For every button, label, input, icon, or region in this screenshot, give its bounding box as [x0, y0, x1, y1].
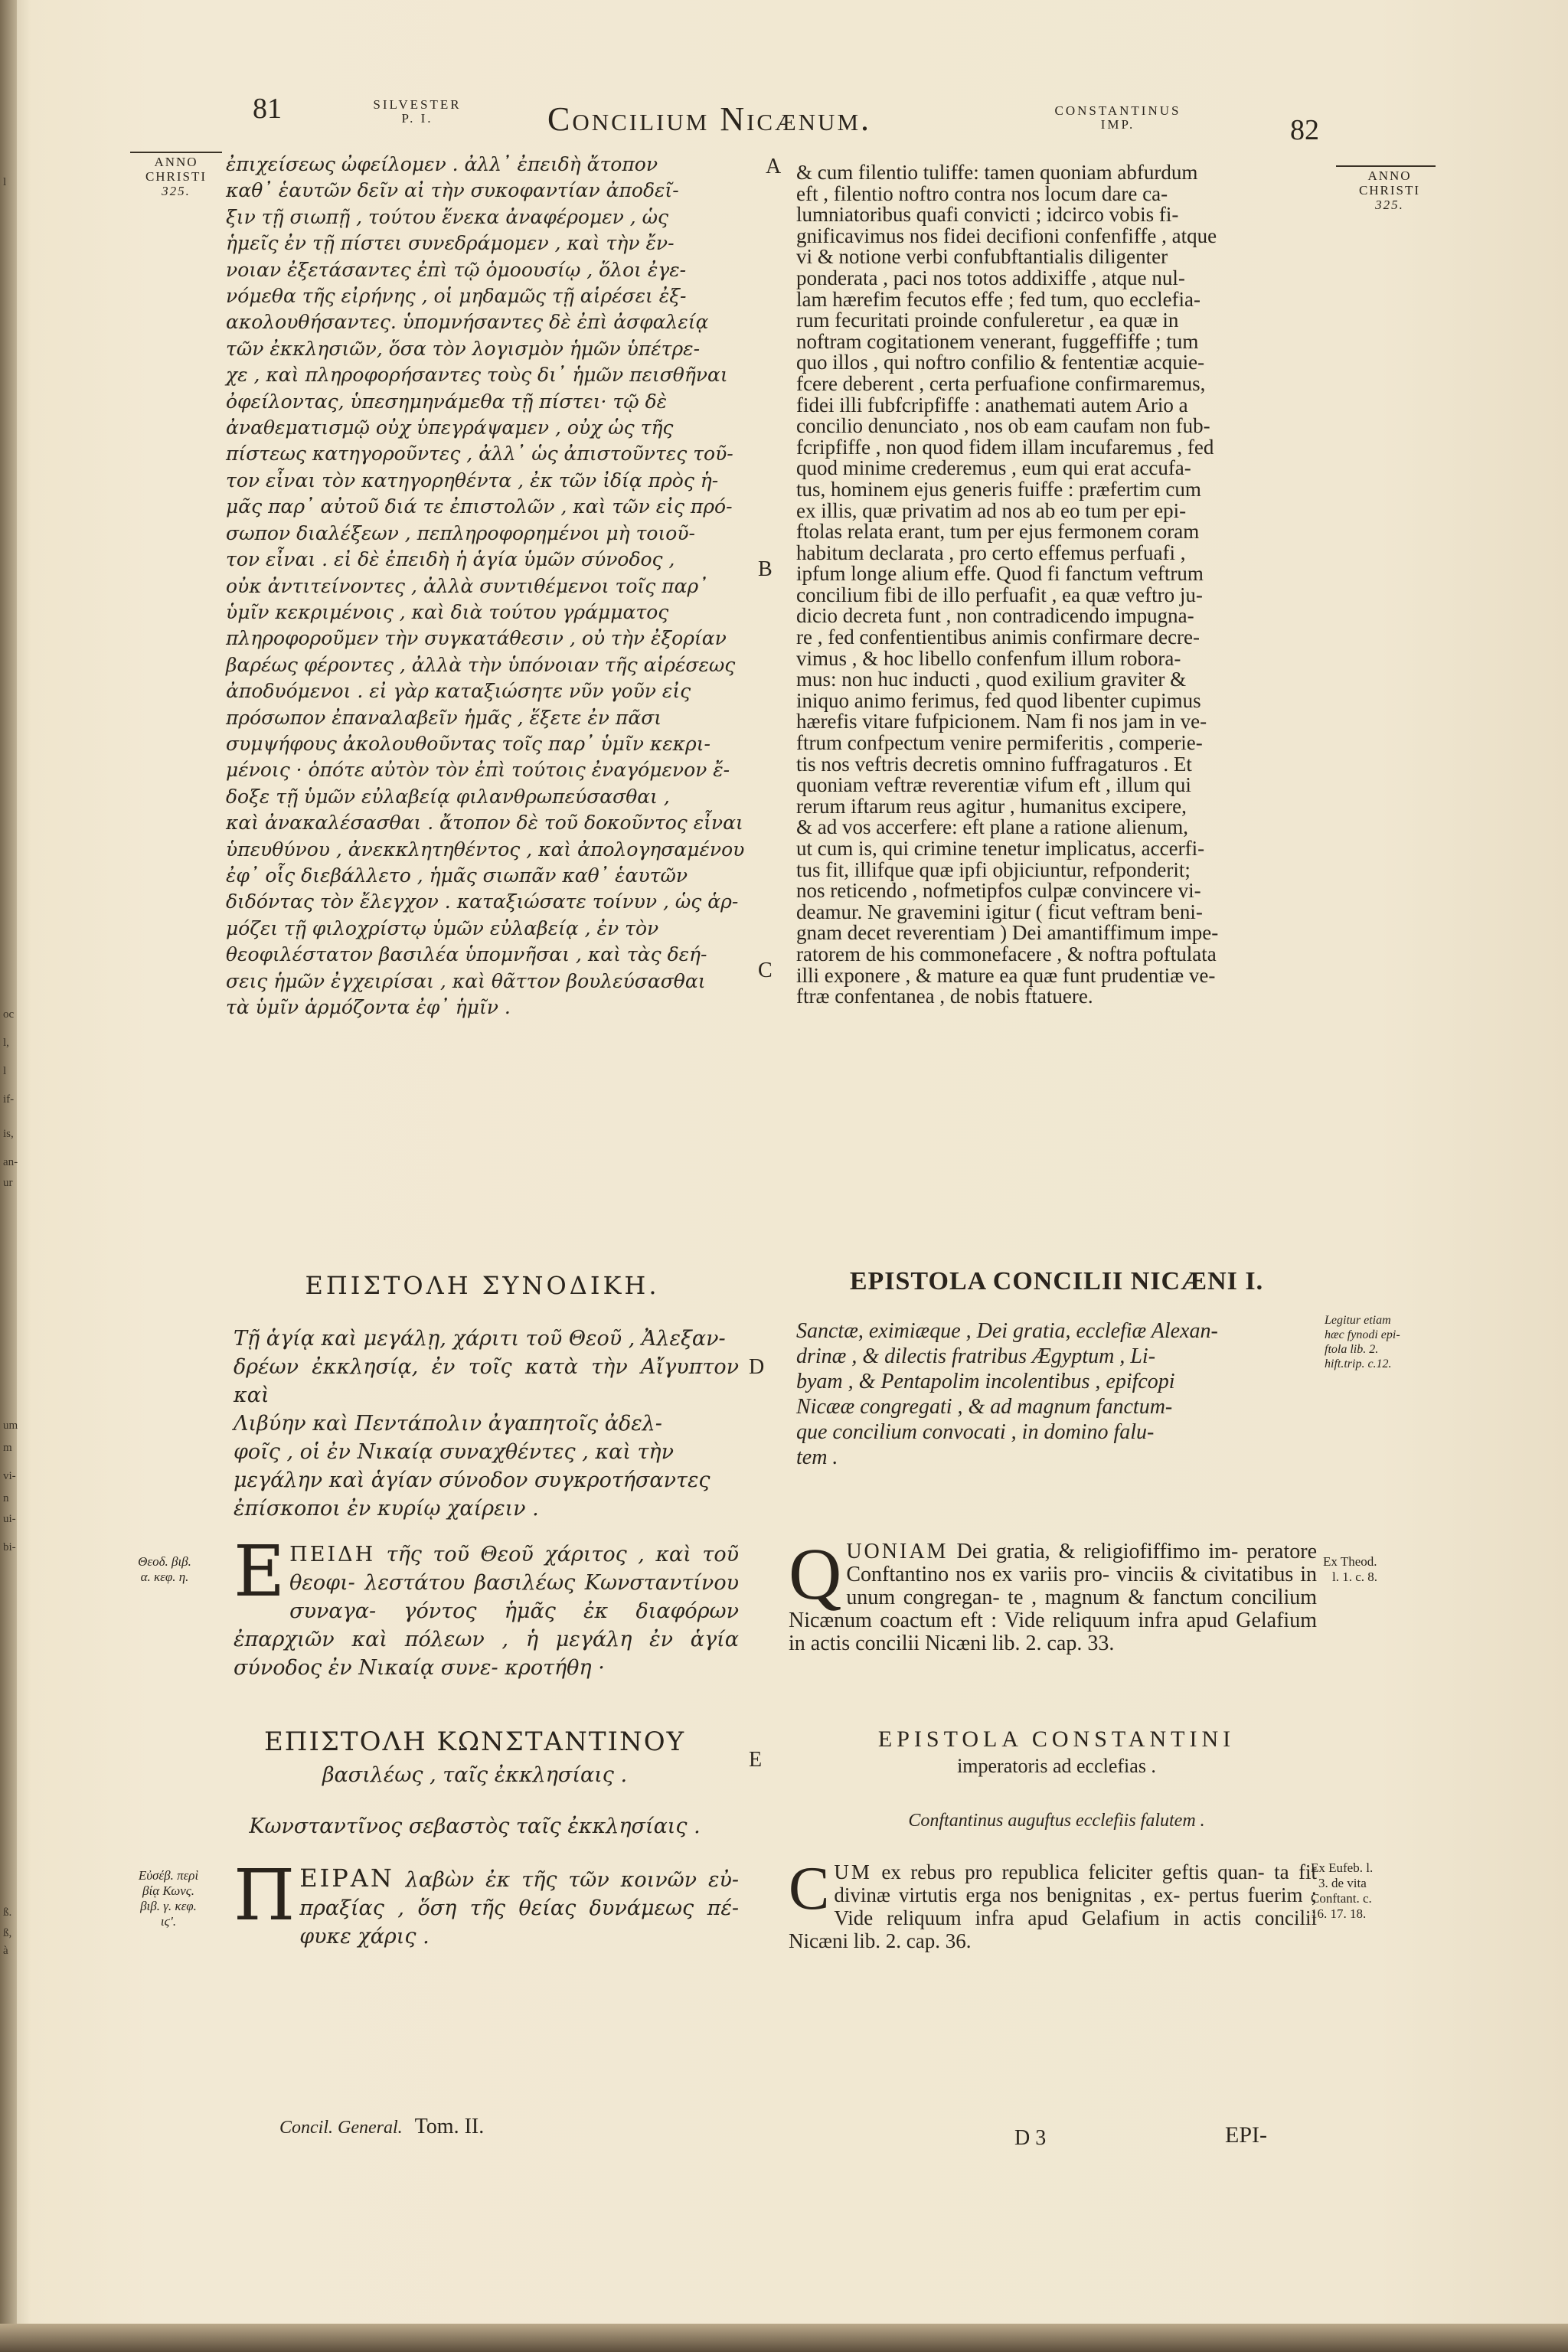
latin-line: concilio denunciato , nos ob eam caufam non fub-: [796, 414, 1210, 438]
sidenote-line: Ex Eufeb. l.: [1311, 1860, 1374, 1875]
fragment: à: [3, 1945, 8, 1957]
sidenote-line: Θεοδ. βιβ.: [138, 1554, 191, 1569]
greek-line: διδόντας τὸν ἔλεγχον . καταξιώσατε τοίνυν , ὡς ἁρ-: [226, 890, 739, 913]
fragment: ß.: [3, 1906, 12, 1919]
fragment: l,: [3, 1037, 9, 1049]
greek-line: δοξε τῇ ὑμῶν εὐλαβείᾳ φιλανθρωπεύσασθαι ,: [226, 785, 670, 808]
fragment: an-: [3, 1156, 18, 1168]
catchword: EPI-: [1225, 2122, 1267, 2148]
greek-line: πληροφοροῦμεν τὴν συγκατάθεσιν , οὐ τὴν ἐξορίαν: [226, 627, 727, 650]
latin-line: tus fit, illifque quæ ipfi objiciuntur, refponderit;: [796, 858, 1191, 881]
latin-line: ipfum longe alium effe. Quod fi fanctum veftrum: [796, 562, 1204, 586]
constantine-greek-salute: Κωνσταντῖνος σεβαστὸς ταῖς ἐκκλησίαις .: [249, 1815, 701, 1838]
folio-left: 81: [253, 93, 282, 125]
latin-line: gnam decet reverentiam ) Dei amantiffimum impe-: [796, 921, 1219, 945]
fragment: oc: [3, 1008, 15, 1021]
greek-line: σωπον διαλέξεων , πεπληροφορημένοι μὴ τοιοῦ-: [226, 521, 695, 544]
synodal-latin-heading: EPISTOLA CONCILII NICÆNI I.: [849, 1267, 1264, 1295]
footer-volume-roman: Tom. II.: [414, 2115, 485, 2138]
runhead-right-line: CONSTANTINUS: [1054, 103, 1181, 118]
latin-line: Dei gratia, & religiofiffimo im-: [956, 1540, 1239, 1563]
latin-line: ratorem de his commonefacere , & noftra poftulata: [796, 942, 1217, 965]
latin-line: ut cum is, qui crimine tenetur implicatus, accerfi-: [796, 837, 1205, 860]
fragment: ß,: [3, 1927, 12, 1939]
latin-line: concilium fibi de illo perfuafit , ea quæ veftro ju-: [796, 583, 1203, 606]
dropcap-q: Q: [789, 1533, 842, 1615]
latin-line: gnificavimus nos fidei decifioni confenfiffe , atque: [796, 224, 1217, 247]
latin-line: noftram cogitationem venerant, fuggeffiffe ; tum: [796, 329, 1199, 353]
left-edge-fragments: [3, 176, 26, 1958]
latin-line: ftræ confentanea , de nobis ftatuere.: [796, 985, 1093, 1008]
greek-line: Τῇ ἁγίᾳ καὶ μεγάλῃ, χάριτι τοῦ Θεοῦ , Ἀλεξαν-: [234, 1327, 726, 1351]
runhead-right: [1026, 104, 1210, 132]
latin-line: quoniam veftræ reverentiæ vifum eft , illum qui: [796, 773, 1191, 797]
greek-line: δρέων ἐκκλησίᾳ, ἐν τοῖς κατὰ τὴν Αἴγυπτον καὶ: [234, 1355, 739, 1407]
greek-line: ὑμῖν κεκριμένοις , καὶ διὰ τούτου γράμματος: [226, 600, 669, 623]
signature-mark: D 3: [1014, 2126, 1047, 2150]
latin-line: nos reticendo , nofmetipfos culpæ convincere vi-: [796, 879, 1201, 903]
fragment: l: [3, 176, 7, 188]
sidenote-line: ftola lib. 2.: [1325, 1343, 1379, 1356]
peiran-first-word: ΕΙΡΑΝ: [299, 1864, 394, 1893]
anno-line: CHRISTI: [1358, 183, 1421, 198]
greek-line: ἀναθεματισμῷ οὐχ ὑπεγράψαμεν , οὐχ ὡς τῆς: [226, 416, 674, 439]
greek-line: συμψήφους ἀκολουθοῦντας τοῖς παρ᾽ ὑμῖν κεκρι-: [226, 732, 711, 755]
constantine-latin-heading: EPISTOLA CONSTANTINI: [877, 1726, 1236, 1752]
sidenote-line: hæc fynodi epi-: [1325, 1328, 1400, 1341]
greek-line: ἐφ᾽ οἷς διεβάλλετο , ἡμᾶς σιωπᾶν καθ᾽ ἑαυτῶν: [226, 864, 688, 887]
fragment: bi-: [3, 1541, 16, 1553]
constantine-sidenote-right: [1311, 1860, 1418, 1922]
dropcap-pi: Π: [234, 1854, 296, 1936]
folio-right: 82: [1290, 114, 1319, 146]
margin-rule-left: [130, 152, 222, 153]
latin-line: Sanctæ, eximiæque , Dei gratia, ecclefiæ Alexan-: [796, 1319, 1218, 1343]
constantine-latin-sub: imperatoris ad ecclefias .: [957, 1755, 1156, 1777]
fragment: ur: [3, 1177, 13, 1189]
anno-line: ANNO: [1367, 168, 1412, 183]
greek-line: γόντος ἡμᾶς ἐκ διαφόρων ἐπαρχιῶν καὶ πόλεων ,: [234, 1599, 739, 1651]
anno-christi-left: [130, 155, 222, 198]
epeide-sidenote: [115, 1554, 214, 1585]
sidenote-line: βιβ. γ. κεφ.: [140, 1899, 197, 1913]
greek-line: τον εἶναι τὸν κατηγορηθέντα , ἐκ τῶν ἰδίᾳ πρὸς ἡ-: [226, 469, 719, 492]
sidenote-line: hift.trip. c.12.: [1325, 1357, 1392, 1370]
sidenote-line: l. 1. c. 8.: [1332, 1570, 1378, 1584]
anno-line: 325.: [1375, 198, 1404, 212]
greek-line: πίστεως κατηγοροῦντες , ἀλλ᾽ ὡς ἀπιστοῦντες τοῦ-: [226, 443, 733, 466]
cum-latin: [789, 1855, 1318, 1952]
latin-line: ex rebus pro republica feliciter geftis quan-: [881, 1860, 1265, 1883]
latin-line: rerum iftarum reus agitur , humanitus excipere,: [796, 794, 1187, 818]
latin-line: iniquo animo ferimus, fed quod libenter cupimus: [796, 688, 1201, 712]
latin-line: vimus , & hoc libello confenfum illum robora-: [796, 646, 1181, 670]
latin-line: re , fed confentientibus animis confirmare decre-: [796, 626, 1200, 649]
greek-line: οὐκ ἀντιτείνοντες , ἀλλὰ συντιθέμενοι τοῖς παρ᾽: [226, 574, 708, 597]
latin-line: ftrum confpectum venire permiferitis , comperie-: [796, 731, 1203, 755]
latin-line: tus, hominem ejus generis fuiffe : præfertim cum: [796, 477, 1201, 501]
section-letter-e: E: [749, 1748, 763, 1772]
greek-line: τὰ ὑμῖν ἁρμόζοντα ἐφ᾽ ἡμῖν .: [226, 996, 511, 1018]
latin-line: dicio decreta funt , non contradicendo impugna-: [796, 604, 1194, 628]
latin-line: & ad vos accerfere: eft plane a ratione alienum,: [796, 815, 1188, 839]
latin-line: ta fit divinæ virtutis erga nos benignitas , ex-: [834, 1860, 1318, 1906]
greek-line: πραξίας , ὅση τῆς θείας δυνάμεως πέ-: [299, 1896, 739, 1920]
latin-line: lumniatoribus quafi convicti ; idcirco vobis fi-: [796, 203, 1179, 227]
anno-christi-right: [1340, 168, 1439, 212]
constantine-greek-sub: βασιλέως , ταῖς ἐκκλησίαις .: [322, 1763, 628, 1787]
latin-line: eft , filentio noftro contra nos locum dare ca-: [796, 181, 1168, 205]
latin-line: fcripfiffe , non quod fidem illam incufaremus , fed: [796, 435, 1214, 459]
quoniam-latin: [789, 1533, 1318, 1655]
latin-line: pertus fuerim ; Vide reliquum infra apud Gelafium in: [834, 1883, 1317, 1929]
sidenote-line: βίᾳ Κωνς.: [142, 1883, 194, 1898]
fragment: m: [3, 1442, 12, 1454]
latin-line: te , magnum & fanctum concilium Nicænum: [789, 1586, 1317, 1632]
greek-line: λεστάτου βασιλέως Κωνσταντίνου συναγα-: [289, 1571, 739, 1623]
section-letter-a: A: [766, 155, 782, 178]
latin-line: peratore Conftantino nos ex variis pro-: [846, 1540, 1318, 1586]
sidenote-line: 3. de vita: [1318, 1876, 1367, 1890]
greek-line: θεοφιλέστατον βασιλέα ὑπομνῆσαι , καὶ τὰς δεή-: [226, 943, 707, 966]
runhead-left-line: SILVESTER: [373, 97, 462, 112]
epeide-greek: [234, 1530, 739, 1682]
cum-first-word: UM: [834, 1860, 872, 1883]
latin-line: quo illos , qui noftro confilio & fententiæ acquie-: [796, 351, 1205, 374]
greek-line: τῆς τοῦ Θεοῦ χάριτος , καὶ τοῦ θεοφι-: [289, 1543, 739, 1595]
latin-line: que concilium convocati , in domino falu-: [796, 1420, 1155, 1444]
fragment: is,: [3, 1128, 14, 1140]
greek-line: ἡμεῖς ἐν τῇ πίστει συνεδράμομεν , καὶ τὴν ἔν-: [226, 232, 675, 255]
quoniam-first-word: UONIAM: [846, 1540, 949, 1563]
section-letter-c: C: [758, 959, 773, 982]
fragment: n: [3, 1492, 9, 1504]
latin-line: vi & notione verbi confubftantialis diligenter: [796, 245, 1168, 269]
greek-line: Λιβύην καὶ Πεντάπολιν ἀγαπητοῖς ἀδελ-: [234, 1412, 662, 1436]
synodal-greek-heading: ΕΠΙΣΤΟΛΗ ΣΥΝΟΔΙΚΗ.: [305, 1271, 660, 1300]
greek-line: ἐπιχείσεως ὠφείλομεν . ἀλλ᾽ ἐπειδὴ ἄτοπον: [226, 153, 658, 175]
latin-line: coactum eft : Vide reliquum infra apud Gelafium: [880, 1609, 1317, 1632]
margin-rule-right: [1336, 165, 1436, 167]
greek-line: φυκε χάρις .: [299, 1925, 430, 1949]
synodal-latin-text: [796, 1318, 1309, 1470]
greek-line: μᾶς παρ᾽ αὐτοῦ διά τε ἐπιστολῶν , καὶ τῶν εἰς πρό-: [226, 495, 733, 518]
constantine-latin-salute: Conftantinus auguftus ecclefiis falutem .: [908, 1811, 1205, 1831]
latin-line: deamur. Ne gravemini igitur ( ficut veftram beni-: [796, 900, 1203, 923]
latin-line: ex illis, quæ privatim ad nos ab eo tum per epi-: [796, 498, 1187, 522]
greek-line: ἡ μεγάλη ἐν ἁγία σύνοδος ἐν Νικαίᾳ συνε-: [234, 1628, 739, 1680]
peiran-greek: [234, 1854, 739, 1951]
latin-line: Nicææ congregati , & ad magnum fanctum-: [796, 1395, 1173, 1419]
latin-line: ponderata , paci nos totos addixiffe , atque nul-: [796, 266, 1185, 289]
latin-column-text: [796, 162, 1332, 1008]
section-letter-d: D: [749, 1355, 765, 1379]
greek-line: τῶν ἐκκλησιῶν, ὅσα τὸν λογισμὸν ἡμῶν ὑπέτρε-: [226, 337, 701, 360]
greek-line: σεις ἡμῶν ἐγχειρίσαι , καὶ θᾶττον βουλεύσασθαι: [226, 969, 706, 992]
greek-line: καὶ ἀνακαλέσασθαι . ἄτοπον δὲ τοῦ δοκοῦντος εἶναι: [226, 812, 743, 835]
greek-column-text: [226, 152, 746, 1021]
greek-line: βαρέως φέροντες , ἀλλὰ τὴν ὑπόνοιαν τῆς αἱρέσεως: [226, 653, 736, 676]
latin-line: lam hærefim fecutos effe ; fed tum, quo ecclefia-: [796, 287, 1201, 311]
latin-line: illi exponere , & mature ea quæ funt prudentiæ ve-: [796, 963, 1216, 987]
latin-line: hærefis vitare fufpicionem. Nam fi nos jam in ve-: [796, 710, 1207, 733]
latin-line: drinæ , & dilectis fratribus Ægyptum , Li-: [796, 1344, 1156, 1368]
book-bottom-edge: [0, 2324, 1568, 2352]
greek-line: φοῖς , οἱ ἐν Νικαίᾳ συναχθέντες , καὶ τὴν: [234, 1440, 675, 1464]
section-letter-b: B: [758, 557, 773, 581]
footer-volume-italic: Concil. General.: [279, 2118, 403, 2138]
latin-line: tis nos veftris decretis omnino fuffragaturos . Et: [796, 752, 1192, 776]
sidenote-line: 16. 17. 18.: [1311, 1906, 1367, 1921]
greek-line: καθ᾽ ἑαυτῶν δεῖν αἰ τὴν συκοφαντίαν ἀποδεῖ-: [226, 179, 679, 202]
sidenote-line: Conftant. c.: [1311, 1891, 1372, 1906]
greek-line: μεγάλην καὶ ἁγίαν σύνοδον συγκροτήσαντες: [234, 1468, 710, 1492]
latin-line: habitum declarata , pro certo effemus perfuafi ,: [796, 541, 1186, 564]
sidenote-line: Ex Theod.: [1323, 1554, 1377, 1569]
constantine-sidenote-left: [115, 1868, 222, 1929]
running-title: Concilium Nicænum.: [547, 100, 872, 138]
greek-line: ξιν τῇ σιωπῇ , τούτου ἕνεκα ἀναφέρομεν , ὡς: [226, 205, 669, 228]
sidenote-line: ιϛ'.: [160, 1914, 177, 1929]
dropcap-epsilon: Ε: [234, 1530, 286, 1612]
greek-line: νοιαν ἐξετάσαντες ἐπὶ τῷ ὁμοουσίῳ , ὅλοι ἐγε-: [226, 258, 687, 281]
latin-line: & cum filentio tuliffe: tamen quoniam abfurdum: [796, 161, 1198, 184]
latin-line: mus: non huc inducti , quod exilium graviter &: [796, 668, 1187, 691]
latin-line: rum fecuritati proinde confuleretur , ea quæ in: [796, 309, 1179, 332]
runhead-right-line: IMP.: [1100, 117, 1135, 132]
latin-line: ftolas relata erant, tum per ejus fermonem coram: [796, 520, 1200, 544]
greek-line: χε , καὶ πληροφορήσαντες τοὺς δι᾽ ἡμῶν πεισθῆναι: [226, 364, 728, 387]
constantine-greek-heading: ΕΠΙΣΤΟΛΗ ΚΩΝΣΤΑΝΤΙΝΟΥ: [263, 1726, 686, 1757]
fragment: ui-: [3, 1513, 16, 1525]
quoniam-sidenote: [1323, 1554, 1415, 1585]
greek-line: κροτήθη ·: [505, 1656, 605, 1680]
fragment: vi-: [3, 1470, 16, 1482]
fragment: um: [3, 1419, 18, 1432]
fragment: l: [3, 1065, 7, 1077]
synodal-sidenote: [1325, 1313, 1424, 1371]
latin-line: byam , & Pentapolim incolentibus , epifcopi: [796, 1370, 1175, 1393]
sidenote-line: Εὐσέβ. περὶ: [138, 1868, 199, 1883]
latin-line: fcere deberent , certa perfuafione confirmaremus,: [796, 371, 1206, 395]
fragment: if-: [3, 1093, 15, 1106]
latin-line: fidei illi fubfcripfiffe : anathemati autem Ario a: [796, 393, 1188, 416]
latin-line: vinciis & civitatibus in unum congregan-: [846, 1563, 1317, 1609]
anno-line: 325.: [162, 184, 191, 198]
synodal-greek-text: [234, 1325, 739, 1523]
anno-line: CHRISTI: [145, 169, 207, 184]
footer-volume: [279, 2115, 484, 2139]
greek-line: ακολουθήσαντες. ὑπομνήσαντες δὲ ἐπὶ ἀσφαλείᾳ: [226, 311, 709, 334]
greek-line: ὑπευθύνου , ἀνεκκλητηθέντος , καὶ ἀπολογησαμένου: [226, 838, 745, 861]
runhead-left: [360, 98, 475, 126]
greek-line: μόζει τῇ φιλοχρίστῳ ὑμῶν εὐλαβείᾳ , ἐν τὸν: [226, 916, 659, 939]
latin-line: actis concilii Nicæni lib. 2. cap. 36.: [789, 1906, 1318, 1952]
epeide-first-word: ΠΕΙΔΗ: [289, 1543, 376, 1566]
greek-line: λαβὼν ἐκ τῆς τῶν κοινῶν εὐ-: [405, 1868, 739, 1892]
greek-line: ὀφείλοντας, ὑπεσημηνάμεθα τῇ πίστει· τῷ δὲ: [226, 390, 668, 413]
anno-line: ANNO: [154, 155, 198, 169]
latin-line: quod minime crederemus , eum qui erat accufa-: [796, 456, 1191, 480]
greek-line: ἀποδυόμενοι . εἰ γὰρ καταξιώσητε νῦν γοῦν εἰς: [226, 680, 691, 703]
sidenote-line: α. κεφ. η.: [140, 1570, 189, 1584]
greek-line: μένοις · ὁπότε αὐτὸν τὸν ἐπὶ τούτοις ἐναγόμενον ἔ-: [226, 759, 730, 782]
greek-line: νόμεθα τῆς εἰρήνης , οἱ μηδαμῶς τῇ αἱρέσει ἐξ-: [226, 285, 687, 308]
latin-line: tem .: [796, 1446, 838, 1469]
greek-line: ἐπίσκοποι ἐν κυρίῳ χαίρειν .: [234, 1497, 539, 1521]
sidenote-line: Legitur etiam: [1325, 1314, 1391, 1327]
greek-line: τον εἶναι . εἰ δὲ ἐπειδὴ ἡ ἁγία ὑμῶν σύνοδος ,: [226, 548, 675, 571]
latin-line: in actis concilii Nicæni lib. 2. cap. 33.: [789, 1632, 1115, 1655]
runhead-left-line: P. I.: [401, 111, 433, 126]
greek-line: πρόσωπον ἐπαναλαβεῖν ἡμᾶς , ἕξετε ἐν πᾶσι: [226, 706, 662, 729]
dropcap-c: C: [789, 1855, 830, 1922]
